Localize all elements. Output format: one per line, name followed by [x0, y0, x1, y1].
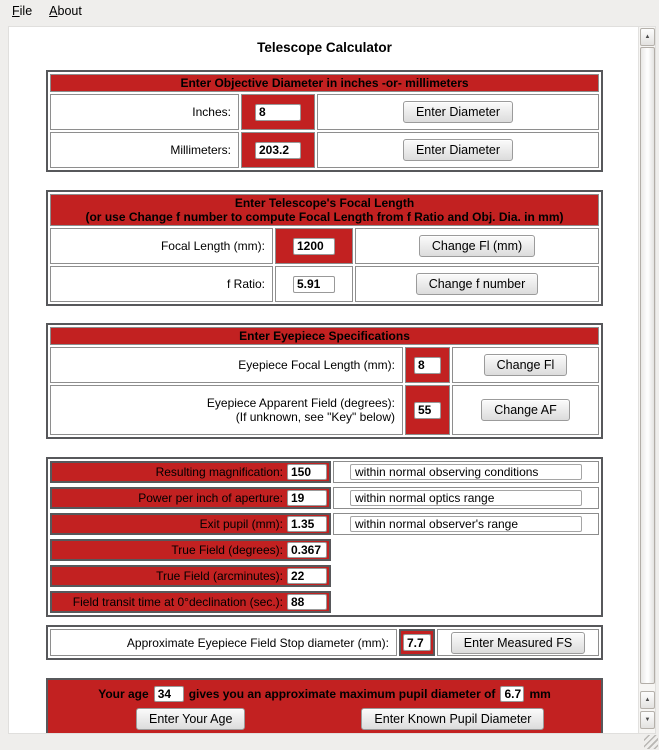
- enter-diameter-mm-button[interactable]: Enter Diameter: [403, 139, 513, 161]
- true-field-arcmin-cell: [50, 565, 331, 587]
- scroll-up-icon: ▲: [644, 697, 651, 703]
- field-stop-label: Approximate Eyepiece Field Stop diameter (mm):: [50, 629, 397, 656]
- inches-button-cell: [317, 94, 599, 130]
- eyepiece-af-label-line1: Eyepiece Apparent Field (degrees):: [206, 396, 395, 410]
- table-row: [50, 228, 599, 264]
- focal-length-button-cell: [355, 228, 599, 264]
- eyepiece-af-value-cell: [405, 385, 450, 435]
- transit-time-cell: [50, 591, 331, 613]
- age-text-before: Your age: [98, 687, 149, 701]
- scrollbar-thumb[interactable]: [640, 47, 655, 684]
- magnification-status-input[interactable]: [350, 464, 582, 480]
- section-field-stop: [46, 625, 603, 660]
- result-row: [50, 539, 599, 561]
- scroll-up-icon: ▲: [644, 34, 651, 40]
- section-objective-header: Enter Objective Diameter in inches -or- millimeters: [50, 74, 599, 92]
- power-per-inch-label: Power per inch of aperture:: [138, 491, 283, 505]
- eyepiece-af-label: [50, 385, 403, 435]
- inches-label: Inches:: [50, 94, 239, 130]
- true-field-deg-input[interactable]: [287, 542, 327, 558]
- section-objective-diameter: [46, 70, 603, 172]
- power-status-input[interactable]: [350, 490, 582, 506]
- section-eyepiece-header: Enter Eyepiece Specifications: [50, 327, 599, 345]
- millimeters-value-cell: [241, 132, 315, 168]
- resize-grip-icon[interactable]: [644, 735, 658, 749]
- true-field-arcmin-label: True Field (arcminutes):: [156, 569, 283, 583]
- f-ratio-input[interactable]: [293, 276, 335, 293]
- result-row: [50, 513, 599, 535]
- table-row: [50, 132, 599, 168]
- magnification-input[interactable]: [287, 464, 327, 480]
- result-row: [50, 591, 599, 613]
- transit-time-input[interactable]: [287, 594, 327, 610]
- magnification-label: Resulting magnification:: [155, 465, 283, 479]
- section-focal-header: [50, 194, 599, 226]
- change-af-button[interactable]: Change AF: [481, 399, 570, 421]
- table-row: [50, 629, 599, 656]
- millimeters-button-cell: [317, 132, 599, 168]
- true-field-deg-cell: [50, 539, 331, 561]
- focal-header-line2: (or use Change f number to compute Focal Length from f Ratio and Obj. Dia. in mm): [85, 210, 564, 224]
- result-row: [50, 461, 599, 483]
- exit-pupil-cell: [50, 513, 331, 535]
- millimeters-input[interactable]: [255, 142, 301, 159]
- exit-pupil-label: Exit pupil (mm):: [199, 517, 283, 531]
- menu-about[interactable]: About: [49, 3, 82, 18]
- inches-input[interactable]: [255, 104, 301, 121]
- scroll-down-icon: ▼: [644, 717, 651, 723]
- change-fl-mm-button[interactable]: Change Fl (mm): [419, 235, 535, 257]
- field-stop-value-cell: [399, 629, 435, 656]
- change-fl-button[interactable]: Change Fl: [484, 354, 568, 376]
- menu-file[interactable]: File: [12, 3, 33, 18]
- section-focal-length: [46, 190, 603, 306]
- transit-time-label: Field transit time at 0°declination (sec.):: [72, 595, 283, 609]
- section-results: [46, 457, 603, 617]
- focal-length-input[interactable]: [293, 238, 335, 255]
- power-per-inch-input[interactable]: [287, 490, 327, 506]
- eyepiece-fl-input[interactable]: [414, 357, 441, 374]
- scroll-down-button[interactable]: [640, 711, 655, 729]
- focal-header-line1: Enter Telescope's Focal Length: [234, 196, 415, 210]
- scroll-up-secondary-button[interactable]: [640, 691, 655, 709]
- millimeters-label: Millimeters:: [50, 132, 239, 168]
- exit-pupil-input[interactable]: [287, 516, 327, 532]
- f-ratio-value-cell: [275, 266, 353, 302]
- section-eyepiece: [46, 323, 603, 439]
- focal-length-label: Focal Length (mm):: [50, 228, 273, 264]
- result-row: [50, 565, 599, 587]
- eyepiece-af-button-cell: [452, 385, 599, 435]
- magnification-cell: [50, 461, 331, 483]
- table-row: [50, 385, 599, 435]
- f-ratio-label: f Ratio:: [50, 266, 273, 302]
- age-buttons-row: [48, 708, 601, 730]
- menu-bar: [0, 0, 659, 21]
- pupil-diameter-input[interactable]: [500, 686, 524, 702]
- enter-your-age-button[interactable]: Enter Your Age: [136, 708, 245, 730]
- power-per-inch-cell: [50, 487, 331, 509]
- age-input[interactable]: [154, 686, 184, 702]
- true-field-arcmin-input[interactable]: [287, 568, 327, 584]
- focal-length-value-cell: [275, 228, 353, 264]
- inches-value-cell: [241, 94, 315, 130]
- eyepiece-fl-label: Eyepiece Focal Length (mm):: [50, 347, 403, 383]
- magnification-status-cell: [333, 461, 599, 483]
- main-panel: [8, 26, 656, 734]
- content-area: [9, 27, 640, 734]
- table-row: [50, 347, 599, 383]
- eyepiece-fl-button-cell: [452, 347, 599, 383]
- vertical-scrollbar[interactable]: [638, 27, 655, 733]
- enter-known-pupil-diameter-button[interactable]: Enter Known Pupil Diameter: [361, 708, 544, 730]
- page-title: Telescope Calculator: [257, 40, 392, 55]
- enter-diameter-inches-button[interactable]: Enter Diameter: [403, 101, 513, 123]
- enter-measured-fs-button[interactable]: Enter Measured FS: [451, 632, 585, 654]
- age-pupil-line: [48, 686, 601, 702]
- power-status-cell: [333, 487, 599, 509]
- field-stop-button-cell: [437, 629, 599, 656]
- eyepiece-af-input[interactable]: [414, 402, 441, 419]
- age-text-after: mm: [529, 687, 551, 701]
- f-ratio-button-cell: [355, 266, 599, 302]
- exit-pupil-status-cell: [333, 513, 599, 535]
- age-text-middle: gives you an approximate maximum pupil diameter of: [188, 687, 496, 701]
- scroll-up-button[interactable]: [640, 28, 655, 46]
- result-row: [50, 487, 599, 509]
- eyepiece-fl-value-cell: [405, 347, 450, 383]
- eyepiece-af-label-line2: (If unknown, see "Key" below): [235, 410, 395, 424]
- field-stop-input[interactable]: [403, 634, 431, 651]
- change-f-number-button[interactable]: Change f number: [416, 273, 539, 295]
- section-age-pupil: [46, 678, 603, 734]
- true-field-deg-label: True Field (degrees):: [171, 543, 283, 557]
- table-row: [50, 266, 599, 302]
- table-row: [50, 94, 599, 130]
- exit-pupil-status-input[interactable]: [350, 516, 582, 532]
